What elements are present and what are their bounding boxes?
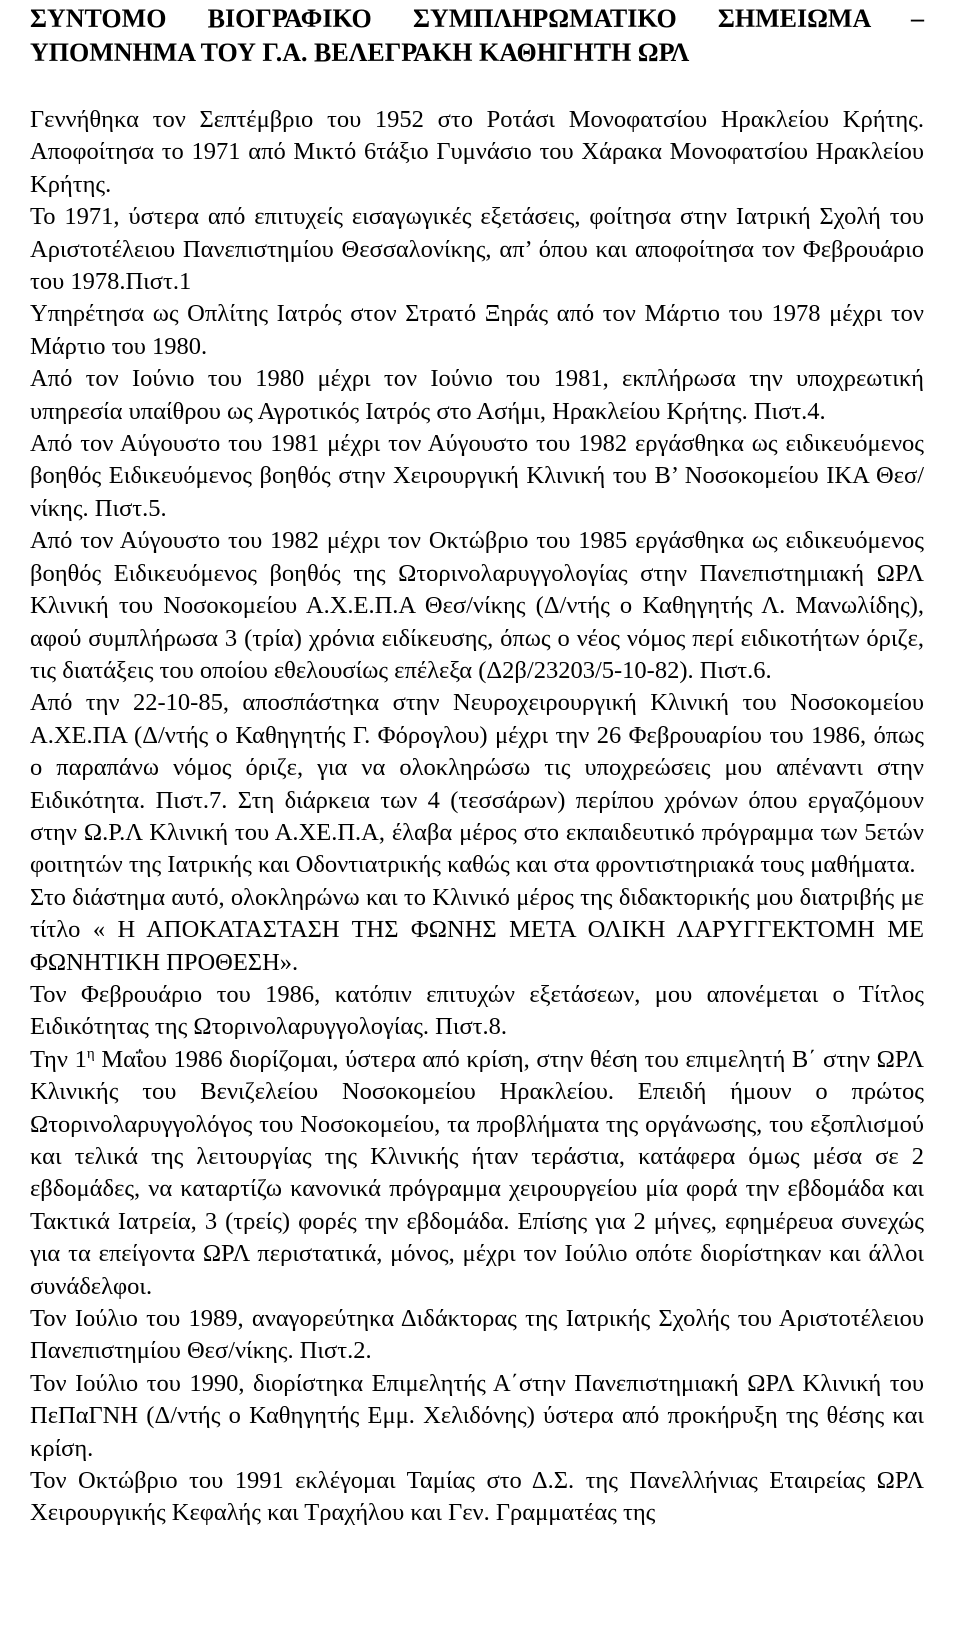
paragraph-university-appointment: Τον Ιούλιο του 1990, διορίστηκα Επιμελητής Α΄στην Πανεπιστημιακή ΩΡΛ Κλινική του ΠεΠαΓΝΗ (Δ/ντής ο Καθηγητής Εμμ. Χελιδόνης) ύστερα από προκήρυξη της θέσης και κρίση. <box>30 1369 924 1462</box>
paragraph-society-treasurer: Τον Οκτώβριο του 1991 εκλέγομαι Ταμίας στο Δ.Σ. της Πανελλήνιας Εταιρείας ΩΡΛ Χειρουργικής Κεφαλής και Τραχήλου και Γεν. Γραμματέας της <box>30 1467 924 1527</box>
document-title <box>30 0 924 70</box>
paragraph-birth: Γεννήθηκα τον Σεπτέμβριο του 1952 στο Ροτάσι Μονοφατσίου Ηρακλείου Κρήτης. Αποφοίτησα το 1971 από Μικτό 6τάξιο Γυμνάσιο του Χάρακα Μονοφατσίου Ηρακλείου Κρήτης. <box>30 106 924 198</box>
paragraph-venizelio-appointment <box>30 1044 924 1303</box>
ordinal-superscript: η <box>86 1045 95 1062</box>
paragraph-ent-residency: Από τον Αύγουστο του 1982 μέχρι τον Οκτώβριο του 1985 εργάσθηκα ως ειδικευόμενος βοηθός Ειδικευόμενος βοηθός της Ωτορινολαρυγγολογίας στην Πανεπιστημιακή ΩΡΛ Κλινική του Νοσοκομείου Α.Χ.Ε.Π.Α Θεσ/νίκης (Δ/ντής ο Καθηγητής Λ. Μανωλίδης), αφού συμπλήρωσα 3 (τρία) χρόνια ειδίκευσης, όπως ο νέος νόμος περί ειδικοτήτων όριζε, τις διατάξεις του οποίου εθελουσίως επέλεξα (Δ2β/23203/5-10-82). Πιστ.6. <box>30 527 924 684</box>
title-line-1: ΣΥΝΤΟΜΟ ΒΙΟΓΡΑΦΙΚΟ ΣΥΜΠΛΗΡΩΜΑΤΙΚΟ ΣΗΜΕΙΩΜΑ – <box>30 4 924 33</box>
paragraph-doctorate: Τον Ιούλιο του 1989, αναγορεύτηκα Διδάκτορας της Ιατρικής Σχολής του Αριστοτέλειου Πανεπιστημίου Θεσ/νίκης. Πιστ.2. <box>30 1305 924 1365</box>
paragraph-doctoral-thesis: Στο διάστημα αυτό, ολοκληρώνω και το Κλινικό μέρος της διδακτορικής μου διατριβής με τίτλο « Η ΑΠΟΚΑΤΑΣΤΑΣΗ ΤΗΣ ΦΩΝΗΣ ΜΕΤΑ ΟΛΙΚΗ ΛΑΡΥΓΓΕΚΤΟΜΗ ΜΕ ΦΩΝΗΤΙΚΗ ΠΡΟΘΕΣΗ». <box>30 883 924 976</box>
paragraph-neurosurgery-secondment: Από την 22-10-85, αποσπάστηκα στην Νευροχειρουργική Κλινική του Νοσοκομείου Α.ΧΕ.ΠΑ (Δ/ντής ο Καθηγητής Γ. Φόρογλου) μέχρι την 26 Φεβρουαρίου του 1986, όπως ο παραπάνω νόμος όριζε, για να ολοκληρώσω τις υποχρεώσεις μου απέναντι στην Ειδικότητα. Πιστ.7. Στη διάρκεια των 4 (τεσσάρων) περίπου χρόνων όπου εργαζόμουν στην Ω.Ρ.Λ Κλινική του Α.ΧΕ.Π.Α, έλαβα μέρος στο εκπαιδευτικό πρόγραμμα των 5ετών φοιτητών της Ιατρικής και Οδοντιατρικής καθώς και στα φροντιστηριακά τους μαθήματα. <box>30 689 924 879</box>
title-line-2: ΥΠΟΜΝΗΜΑ ΤΟΥ Γ.Α. ΒΕΛΕΓΡΑΚΗ ΚΑΘΗΓΗΤΗ ΩΡΛ <box>30 38 690 67</box>
paragraph-venizelio-start: Την 1 <box>30 1045 87 1073</box>
title-spacer <box>30 70 924 104</box>
paragraph-specialty-title: Τον Φεβρουάριο του 1986, κατόπιν επιτυχών εξετάσεων, μου απονέμεται ο Τίτλος Ειδικότητας της Ωτορινολαρυγγολογίας. Πιστ.8. <box>30 980 924 1041</box>
paragraph-military-service: Υπηρέτησα ως Οπλίτης Ιατρός στον Στρατό Ξηράς από τον Μάρτιο του 1978 μέχρι τον Μάρτιο του 1980. <box>30 300 924 360</box>
paragraph-medical-school: Το 1971, ύστερα από επιτυχείς εισαγωγικές εξετάσεις, φοίτησα στην Ιατρική Σχολή του Αριστοτέλειου Πανεπιστημίου Θεσσαλονίκης, απ’ όπου και αποφοίτησα τον Φεβρουάριο του 1978.Πιστ.1 <box>30 203 924 296</box>
paragraph-surgery-residency: Από τον Αύγουστο του 1981 μέχρι τον Αύγουστο του 1982 εργάσθηκα ως ειδικευόμενος βοηθός Ειδικευόμενος βοηθός στην Χειρουργική Κλινική του Β’ Νοσοκομείου ΙΚΑ Θεσ/νίκης. Πιστ.5. <box>30 430 924 522</box>
paragraph-rural-service: Από τον Ιούνιο του 1980 μέχρι τον Ιούνιο του 1981, εκπλήρωσα την υποχρεωτική υπηρεσία υπαίθρου ως Αγροτικός Ιατρός στο Ασήμι, Ηρακλείου Κρήτης. Πιστ.4. <box>30 365 924 425</box>
paragraph-venizelio-rest: Μαΐου 1986 διορίζομαι, ύστερα από κρίση, στην θέση του επιμελητή Β΄ στην ΩΡΛ Κλινικής του Βενιζελείου Νοσοκομείου Ηρακλείου. Επειδή ήμουν ο πρώτος Ωτορινολαρυγγολόγος του Νοσοκομείου, τα προβλήματα της οργάνωσης, του εξοπλισμού και τελικά της λειτουργίας της Κλινικής ήταν τεράστια, κατάφερα όμως μέσα σε 2 εβδομάδες, να καταρτίζω κανονικά πρόγραμμα χειρουργείου μία φορά την εβδομάδα και Τακτικά Ιατρεία, 3 (τρείς) φορές την εβδομάδα. Επίσης για 2 μήνες, εφημέρευα συνεχώς για τα επείγοντα ΩΡΛ περιστατικά, μόνος, μέχρι τον Ιούλιο οπότε διορίστηκαν και άλλοι συνάδελφοι. <box>30 1045 924 1300</box>
